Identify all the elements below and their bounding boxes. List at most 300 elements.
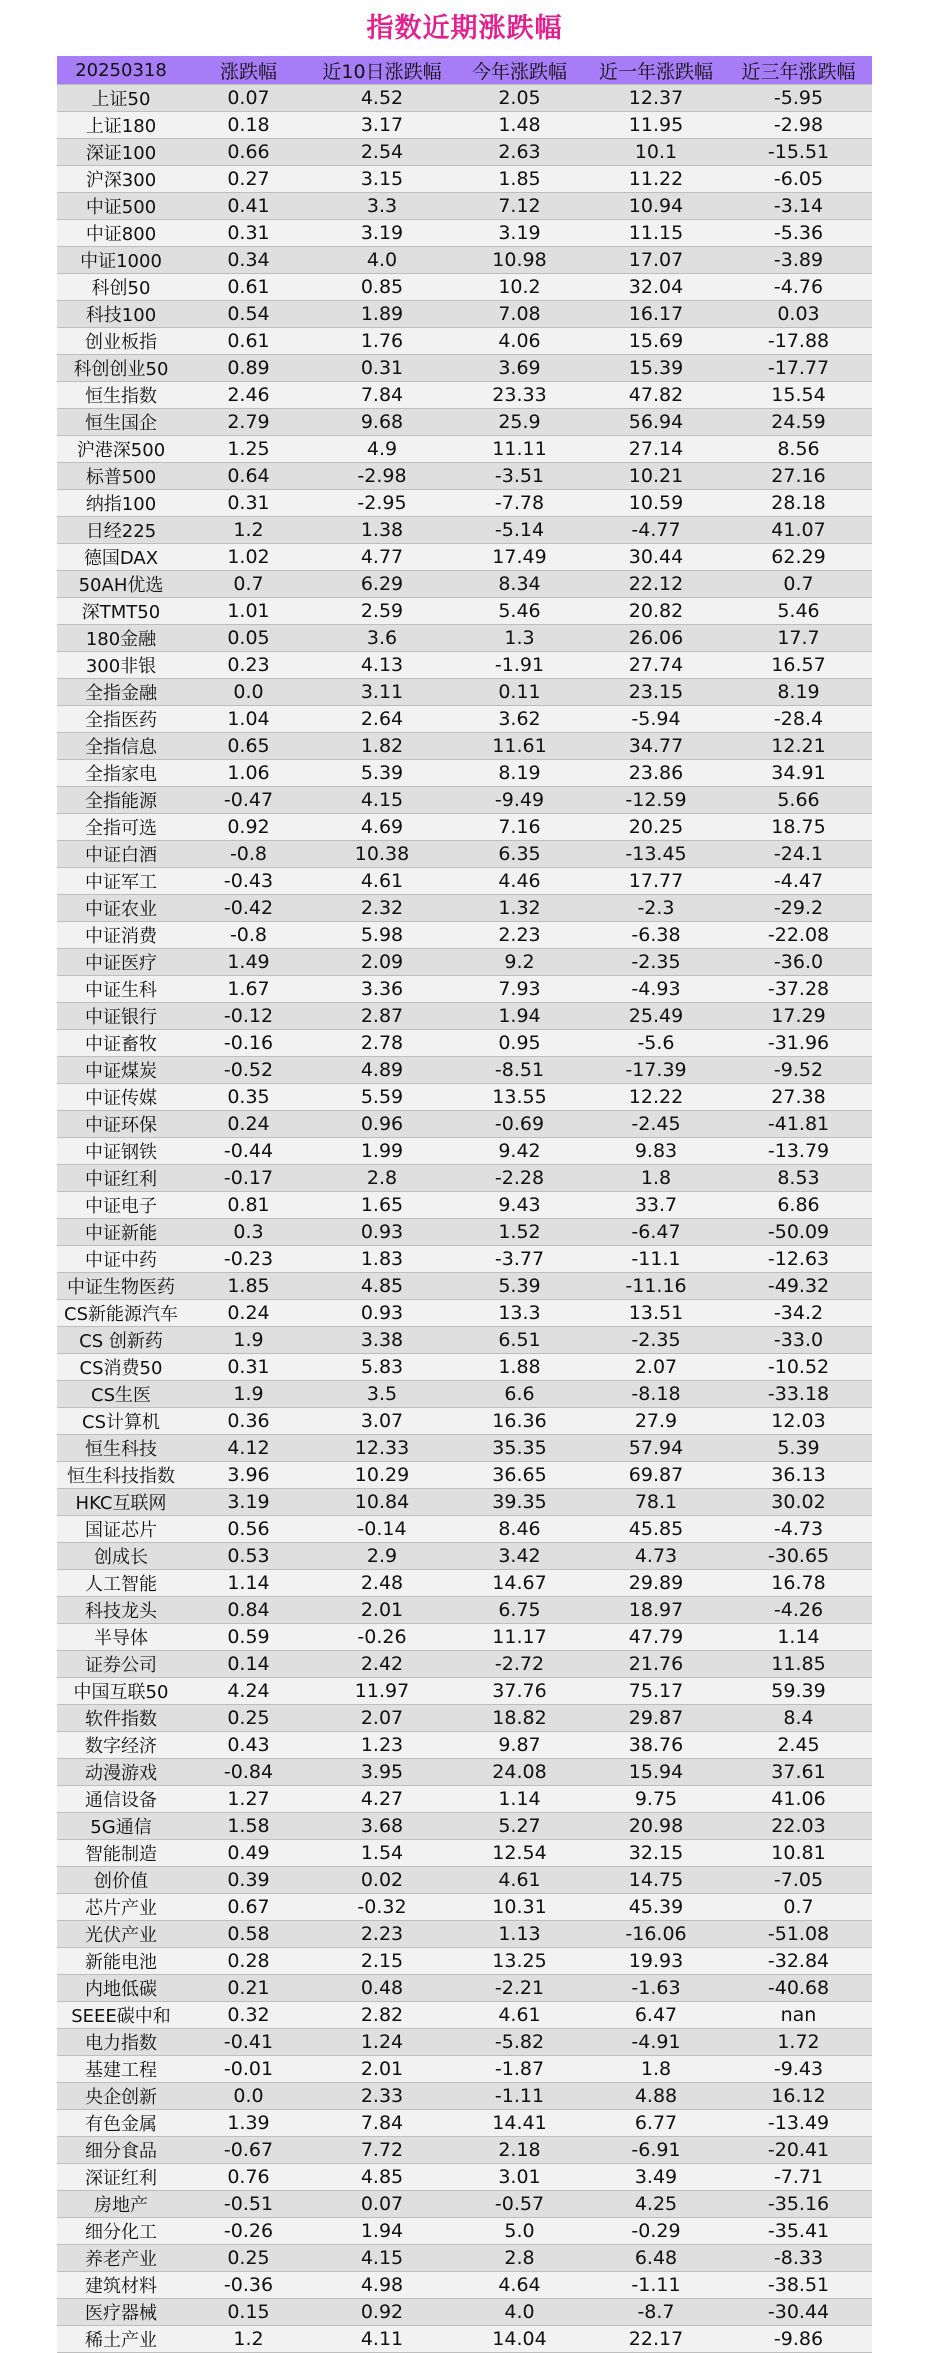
3year-change-cell: -9.43 [725,2056,872,2083]
index-name-cell: 国证芯片 [57,1516,185,1543]
3year-change-cell: 2.45 [725,1732,872,1759]
ytd-change-cell: 11.11 [452,436,587,463]
10day-change-cell: 4.85 [312,1273,452,1300]
index-name-cell: 恒生国企 [57,409,185,436]
1year-change-cell: 1.8 [587,2056,725,2083]
10day-change-cell: 1.89 [312,301,452,328]
ytd-change-cell: 14.41 [452,2110,587,2137]
ytd-change-cell: 8.19 [452,760,587,787]
index-name-cell: 创业板指 [57,328,185,355]
10day-change-cell: 3.3 [312,193,452,220]
1year-change-cell: -5.6 [587,1030,725,1057]
daily-change-cell: 0.0 [185,679,312,706]
3year-change-cell: 10.81 [725,1840,872,1867]
daily-change-cell: 0.58 [185,1921,312,1948]
table-row [57,193,872,220]
index-name-cell: 养老产业 [57,2245,185,2272]
index-name-cell: 动漫游戏 [57,1759,185,1786]
index-name-cell: 中证军工 [57,868,185,895]
ytd-change-cell: 10.98 [452,247,587,274]
daily-change-cell: 0.24 [185,1300,312,1327]
10day-change-cell: 12.33 [312,1435,452,1462]
10day-change-cell: -0.26 [312,1624,452,1651]
1year-change-cell: 14.75 [587,1867,725,1894]
10day-change-cell: -2.98 [312,463,452,490]
3year-change-cell: -35.41 [725,2218,872,2245]
index-name-cell: 50AH优选 [57,571,185,598]
3year-change-cell: 16.12 [725,2083,872,2110]
table-row [57,2137,872,2164]
3year-change-cell: 8.19 [725,679,872,706]
3year-change-cell: -34.2 [725,1300,872,1327]
ytd-change-cell: 37.76 [452,1678,587,1705]
page-title: 指数近期涨跌幅 [366,13,563,44]
ytd-change-cell: -8.51 [452,1057,587,1084]
3year-change-cell: -41.81 [725,1111,872,1138]
10day-change-cell: 2.87 [312,1003,452,1030]
10day-change-cell: 3.38 [312,1327,452,1354]
3year-change-cell: 24.59 [725,409,872,436]
index-name-cell: CS新能源汽车 [57,1300,185,1327]
1year-change-cell: 27.9 [587,1408,725,1435]
10day-change-cell: 9.68 [312,409,452,436]
table-row [57,1867,872,1894]
table-row [57,1219,872,1246]
3year-change-cell: -6.05 [725,166,872,193]
10day-change-cell: 3.19 [312,220,452,247]
daily-change-cell: 1.01 [185,598,312,625]
3year-change-cell: -37.28 [725,976,872,1003]
table-row [57,2191,872,2218]
ytd-change-cell: -9.49 [452,787,587,814]
table-row [57,598,872,625]
daily-change-cell: -0.67 [185,2137,312,2164]
table-row [57,328,872,355]
index-name-cell: 软件指数 [57,1705,185,1732]
1year-change-cell: 11.22 [587,166,725,193]
ytd-change-cell: 3.01 [452,2164,587,2191]
1year-change-cell: 45.39 [587,1894,725,1921]
daily-change-cell: -0.8 [185,922,312,949]
10day-change-cell: 2.78 [312,1030,452,1057]
ytd-change-cell: 39.35 [452,1489,587,1516]
daily-change-cell: 3.19 [185,1489,312,1516]
1year-change-cell: 9.75 [587,1786,725,1813]
index-name-cell: 建筑材料 [57,2272,185,2299]
table-row [57,2056,872,2083]
table-row [57,1705,872,1732]
index-name-cell: 上证50 [57,85,185,112]
table-row [57,760,872,787]
daily-change-cell: 0.64 [185,463,312,490]
10day-change-cell: 10.38 [312,841,452,868]
daily-change-cell: 1.9 [185,1381,312,1408]
3year-change-cell: -24.1 [725,841,872,868]
10day-change-cell: 2.59 [312,598,452,625]
ytd-change-cell: 8.34 [452,571,587,598]
table-row [57,895,872,922]
3year-change-cell: 16.57 [725,652,872,679]
1year-change-cell: 22.12 [587,571,725,598]
ytd-change-cell: 5.0 [452,2218,587,2245]
index-name-cell: 电力指数 [57,2029,185,2056]
3year-change-cell: -15.51 [725,139,872,166]
ytd-change-cell: 11.17 [452,1624,587,1651]
table-row [57,1570,872,1597]
ytd-change-cell: 1.13 [452,1921,587,1948]
3year-change-cell: -5.95 [725,85,872,112]
10day-change-cell: 2.42 [312,1651,452,1678]
10day-change-cell: 0.07 [312,2191,452,2218]
index-name-cell: 证券公司 [57,1651,185,1678]
index-name-cell: 科技龙头 [57,1597,185,1624]
table-row [57,868,872,895]
header-ytd-change: 今年涨跌幅 [452,56,587,85]
table-row [57,2002,872,2029]
index-name-cell: 中证1000 [57,247,185,274]
10day-change-cell: 4.11 [312,2326,452,2353]
daily-change-cell: 0.54 [185,301,312,328]
3year-change-cell: 5.66 [725,787,872,814]
index-name-cell: CS生医 [57,1381,185,1408]
table-row [57,85,872,112]
table-row [57,2164,872,2191]
1year-change-cell: 10.94 [587,193,725,220]
table-row [57,1273,872,1300]
10day-change-cell: 4.15 [312,2245,452,2272]
10day-change-cell: 2.33 [312,2083,452,2110]
index-name-cell: 全指金融 [57,679,185,706]
daily-change-cell: 0.66 [185,139,312,166]
3year-change-cell: -4.76 [725,274,872,301]
3year-change-cell: 22.03 [725,1813,872,1840]
daily-change-cell: -0.42 [185,895,312,922]
3year-change-cell: -10.52 [725,1354,872,1381]
1year-change-cell: 6.77 [587,2110,725,2137]
10day-change-cell: 0.02 [312,1867,452,1894]
1year-change-cell: 3.49 [587,2164,725,2191]
10day-change-cell: 2.32 [312,895,452,922]
index-name-cell: 稀土产业 [57,2326,185,2353]
table-row [57,922,872,949]
table-row [57,2218,872,2245]
ytd-change-cell: 7.16 [452,814,587,841]
table-body [57,85,872,2353]
daily-change-cell: -0.26 [185,2218,312,2245]
ytd-change-cell: -2.72 [452,1651,587,1678]
1year-change-cell: 15.69 [587,328,725,355]
10day-change-cell: 4.69 [312,814,452,841]
10day-change-cell: 10.84 [312,1489,452,1516]
index-name-cell: 中证消费 [57,922,185,949]
3year-change-cell: -29.2 [725,895,872,922]
3year-change-cell: -50.09 [725,1219,872,1246]
index-name-cell: 恒生指数 [57,382,185,409]
daily-change-cell: 1.2 [185,517,312,544]
ytd-change-cell: 1.3 [452,625,587,652]
index-name-cell: 300非银 [57,652,185,679]
10day-change-cell: 4.98 [312,2272,452,2299]
index-name-cell: 内地低碳 [57,1975,185,2002]
ytd-change-cell: 5.27 [452,1813,587,1840]
1year-change-cell: 57.94 [587,1435,725,1462]
1year-change-cell: 1.8 [587,1165,725,1192]
3year-change-cell: 1.14 [725,1624,872,1651]
daily-change-cell: 0.7 [185,571,312,598]
daily-change-cell: 1.04 [185,706,312,733]
3year-change-cell: 8.56 [725,436,872,463]
table-row [57,1678,872,1705]
3year-change-cell: -38.51 [725,2272,872,2299]
daily-change-cell: 0.18 [185,112,312,139]
ytd-change-cell: 2.63 [452,139,587,166]
header-1year-change: 近一年涨跌幅 [587,56,725,85]
daily-change-cell: 1.25 [185,436,312,463]
1year-change-cell: 10.59 [587,490,725,517]
table-row [57,1759,872,1786]
1year-change-cell: 20.82 [587,598,725,625]
index-name-cell: 中证500 [57,193,185,220]
3year-change-cell: 36.13 [725,1462,872,1489]
index-name-cell: 深证100 [57,139,185,166]
table-row [57,2299,872,2326]
1year-change-cell: 9.83 [587,1138,725,1165]
index-name-cell: 中证银行 [57,1003,185,1030]
10day-change-cell: 1.76 [312,328,452,355]
index-name-cell: 中证医疗 [57,949,185,976]
table-row [57,1624,872,1651]
3year-change-cell: -17.88 [725,328,872,355]
3year-change-cell: 30.02 [725,1489,872,1516]
1year-change-cell: 45.85 [587,1516,725,1543]
index-name-cell: 有色金属 [57,2110,185,2137]
3year-change-cell: 62.29 [725,544,872,571]
ytd-change-cell: 6.6 [452,1381,587,1408]
header-date: 20250318 [57,56,185,85]
ytd-change-cell: 36.65 [452,1462,587,1489]
table-row [57,652,872,679]
3year-change-cell: 0.7 [725,1894,872,1921]
header-10day-change: 近10日涨跌幅 [312,56,452,85]
1year-change-cell: -1.11 [587,2272,725,2299]
3year-change-cell: nan [725,2002,872,2029]
3year-change-cell: 12.03 [725,1408,872,1435]
daily-change-cell: 0.81 [185,1192,312,1219]
ytd-change-cell: -2.21 [452,1975,587,2002]
ytd-change-cell: 9.87 [452,1732,587,1759]
table-row [57,1813,872,1840]
daily-change-cell: 0.61 [185,328,312,355]
3year-change-cell: -4.47 [725,868,872,895]
10day-change-cell: 4.0 [312,247,452,274]
daily-change-cell: -0.17 [185,1165,312,1192]
table-row [57,625,872,652]
1year-change-cell: 17.77 [587,868,725,895]
10day-change-cell: 1.54 [312,1840,452,1867]
1year-change-cell: 11.15 [587,220,725,247]
10day-change-cell: 3.68 [312,1813,452,1840]
daily-change-cell: -0.12 [185,1003,312,1030]
ytd-change-cell: 1.94 [452,1003,587,1030]
index-name-cell: 德国DAX [57,544,185,571]
daily-change-cell: 0.31 [185,220,312,247]
3year-change-cell: -20.41 [725,2137,872,2164]
10day-change-cell: -0.14 [312,1516,452,1543]
table-row [57,2272,872,2299]
ytd-change-cell: 35.35 [452,1435,587,1462]
10day-change-cell: 4.15 [312,787,452,814]
table-row [57,301,872,328]
table-row [57,1138,872,1165]
ytd-change-cell: 17.49 [452,544,587,571]
index-name-cell: 中证畜牧 [57,1030,185,1057]
daily-change-cell: 4.24 [185,1678,312,1705]
ytd-change-cell: 7.93 [452,976,587,1003]
10day-change-cell: 4.77 [312,544,452,571]
10day-change-cell: 3.6 [312,625,452,652]
daily-change-cell: 0.31 [185,1354,312,1381]
index-name-cell: 半导体 [57,1624,185,1651]
10day-change-cell: 1.24 [312,2029,452,2056]
index-name-cell: CS计算机 [57,1408,185,1435]
ytd-change-cell: 10.2 [452,274,587,301]
3year-change-cell: -30.44 [725,2299,872,2326]
table-row [57,1651,872,1678]
index-name-cell: CS消费50 [57,1354,185,1381]
index-name-cell: 中证农业 [57,895,185,922]
table-row [57,787,872,814]
table-row [57,409,872,436]
table-row [57,1489,872,1516]
table-row [57,166,872,193]
daily-change-cell: -0.8 [185,841,312,868]
ytd-change-cell: 5.39 [452,1273,587,1300]
table-row [57,2029,872,2056]
daily-change-cell: 0.21 [185,1975,312,2002]
ytd-change-cell: 6.35 [452,841,587,868]
10day-change-cell: 2.64 [312,706,452,733]
1year-change-cell: 4.73 [587,1543,725,1570]
3year-change-cell: 41.07 [725,517,872,544]
index-name-cell: 中证中药 [57,1246,185,1273]
table-row [57,814,872,841]
index-name-cell: 恒生科技 [57,1435,185,1462]
daily-change-cell: -0.41 [185,2029,312,2056]
index-name-cell: 深TMT50 [57,598,185,625]
10day-change-cell: 2.15 [312,1948,452,1975]
ytd-change-cell: 3.19 [452,220,587,247]
table-row [57,382,872,409]
3year-change-cell: 37.61 [725,1759,872,1786]
daily-change-cell: 1.02 [185,544,312,571]
ytd-change-cell: 2.23 [452,922,587,949]
table-row [57,355,872,382]
1year-change-cell: 38.76 [587,1732,725,1759]
table-row [57,1300,872,1327]
1year-change-cell: 75.17 [587,1678,725,1705]
ytd-change-cell: 6.51 [452,1327,587,1354]
1year-change-cell: 32.04 [587,274,725,301]
3year-change-cell: -28.4 [725,706,872,733]
1year-change-cell: -8.7 [587,2299,725,2326]
3year-change-cell: -13.49 [725,2110,872,2137]
1year-change-cell: 10.1 [587,139,725,166]
10day-change-cell: 2.01 [312,2056,452,2083]
daily-change-cell: 0.67 [185,1894,312,1921]
ytd-change-cell: 4.46 [452,868,587,895]
10day-change-cell: 2.48 [312,1570,452,1597]
ytd-change-cell: 0.95 [452,1030,587,1057]
10day-change-cell: 4.27 [312,1786,452,1813]
10day-change-cell: 3.17 [312,112,452,139]
index-name-cell: 通信设备 [57,1786,185,1813]
10day-change-cell: 2.9 [312,1543,452,1570]
3year-change-cell: -40.68 [725,1975,872,2002]
10day-change-cell: 4.61 [312,868,452,895]
index-name-cell: 中证煤炭 [57,1057,185,1084]
index-name-cell: 全指家电 [57,760,185,787]
1year-change-cell: 13.51 [587,1300,725,1327]
daily-change-cell: 0.07 [185,85,312,112]
10day-change-cell: -2.95 [312,490,452,517]
1year-change-cell: 78.1 [587,1489,725,1516]
table-row [57,436,872,463]
1year-change-cell: -4.77 [587,517,725,544]
index-name-cell: 中证新能 [57,1219,185,1246]
3year-change-cell: -31.96 [725,1030,872,1057]
10day-change-cell: 1.82 [312,733,452,760]
index-name-cell: 全指可选 [57,814,185,841]
1year-change-cell: 6.48 [587,2245,725,2272]
table-row [57,247,872,274]
table-row [57,1597,872,1624]
table-row [57,706,872,733]
10day-change-cell: 2.82 [312,2002,452,2029]
ytd-change-cell: 9.2 [452,949,587,976]
1year-change-cell: 17.07 [587,247,725,274]
3year-change-cell: 34.91 [725,760,872,787]
ytd-change-cell: 16.36 [452,1408,587,1435]
index-name-cell: 光伏产业 [57,1921,185,1948]
1year-change-cell: -8.18 [587,1381,725,1408]
3year-change-cell: -32.84 [725,1948,872,1975]
index-name-cell: 中证传媒 [57,1084,185,1111]
ytd-change-cell: 9.43 [452,1192,587,1219]
index-name-cell: HKC互联网 [57,1489,185,1516]
table-row [57,1840,872,1867]
index-name-cell: 中证环保 [57,1111,185,1138]
1year-change-cell: -17.39 [587,1057,725,1084]
daily-change-cell: 0.41 [185,193,312,220]
table-row [57,2326,872,2353]
table-row [57,2083,872,2110]
10day-change-cell: 4.85 [312,2164,452,2191]
1year-change-cell: -16.06 [587,1921,725,1948]
ytd-change-cell: 13.3 [452,1300,587,1327]
table-row [57,1327,872,1354]
table-row [57,517,872,544]
1year-change-cell: 47.82 [587,382,725,409]
10day-change-cell: -0.32 [312,1894,452,1921]
index-name-cell: 医疗器械 [57,2299,185,2326]
daily-change-cell: 2.46 [185,382,312,409]
1year-change-cell: -11.1 [587,1246,725,1273]
ytd-change-cell: -2.28 [452,1165,587,1192]
daily-change-cell: 0.43 [185,1732,312,1759]
daily-change-cell: 0.05 [185,625,312,652]
ytd-change-cell: 10.31 [452,1894,587,1921]
daily-change-cell: 0.27 [185,166,312,193]
